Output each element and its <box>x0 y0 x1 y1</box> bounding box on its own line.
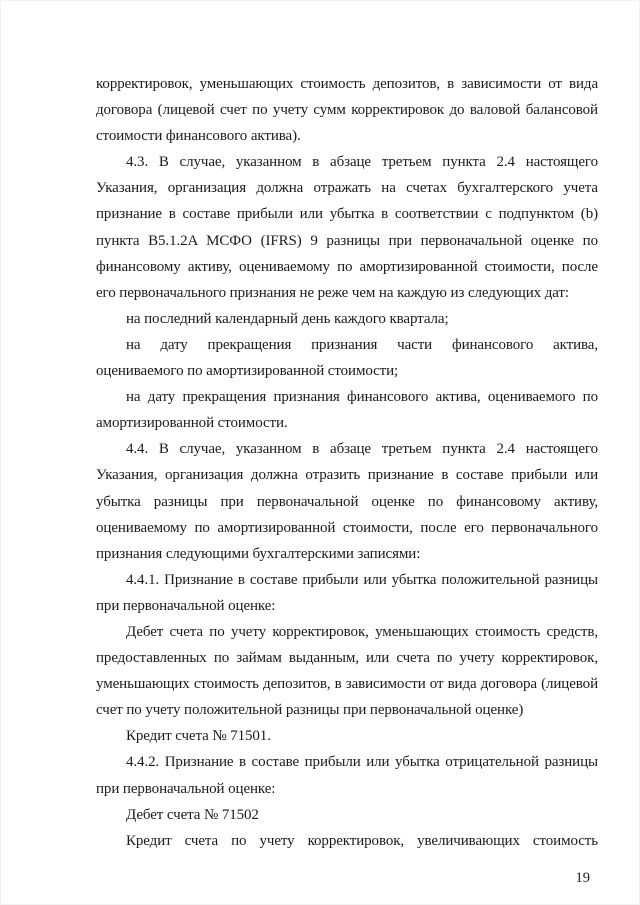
text-line: стоимости финансового актива). <box>96 128 301 145</box>
text-line: Дебет счета по учету корректировок, уменьшающих стоимость средств, <box>126 623 598 640</box>
text-line: признание в составе прибыли или убытка в соответствии с подпунктом (b) <box>96 206 598 223</box>
text-line: Кредит счета № 71501. <box>126 728 271 745</box>
text-line: на дату прекращения признания финансового актива, оцениваемого по <box>126 389 598 406</box>
text-line: убытка разницы при первоначальной оценке по финансовому активу, <box>96 493 598 510</box>
text-line: Указания, организация должна отражать на счетах бухгалтерского учета <box>96 180 598 197</box>
text-line: договора (лицевой счет по учету сумм корректировок до валовой балансовой <box>96 102 598 119</box>
text-line: счет по учету положительной разницы при первоначальной оценке) <box>96 702 524 719</box>
text-line: при первоначальной оценке: <box>96 597 276 614</box>
text-line: амортизированной стоимости. <box>96 415 288 432</box>
text-line: Кредит счета по учету корректировок, увеличивающих стоимость <box>126 832 598 849</box>
text-line: Дебет счета № 71502 <box>126 806 259 823</box>
text-line: финансовому активу, оцениваемому по амортизированной стоимости, после <box>96 258 598 275</box>
text-line: 4.3. В случае, указанном в абзаце третьем пункта 2.4 настоящего <box>126 154 598 171</box>
text-line: пункта B5.1.2A МСФО (IFRS) 9 разницы при первоначальной оценке по <box>96 232 598 249</box>
text-line: при первоначальной оценке: <box>96 780 276 797</box>
text-line: оцениваемому по амортизированной стоимости, после его первоначального <box>96 519 598 536</box>
text-line: корректировок, уменьшающих стоимость депозитов, в зависимости от вида <box>96 76 598 92</box>
text-line: на дату прекращения признания части финансового актива, <box>126 336 598 353</box>
text-line: 4.4.1. Признание в составе прибыли или убытка положительной разницы <box>126 571 598 588</box>
text-line: предоставленных по займам выданным, или счета по учету корректировок, <box>96 650 598 667</box>
text-line: его первоначального признания не реже чем на каждую из следующих дат: <box>96 284 569 301</box>
text-line: признания следующими бухгалтерскими записями: <box>96 545 421 562</box>
document-text-block <box>96 71 598 854</box>
text-line: оцениваемого по амортизированной стоимости; <box>96 363 399 380</box>
text-line: Указания, организация должна отразить признание в составе прибыли или <box>96 467 598 484</box>
page-number: 19 <box>575 870 590 886</box>
text-line: уменьшающих стоимость депозитов, в зависимости от вида договора (лицевой <box>96 676 598 693</box>
text-line: 4.4.2. Признание в составе прибыли или убытка отрицательной разницы <box>126 754 598 771</box>
text-line: на последний календарный день каждого квартала; <box>126 310 449 327</box>
text-line: 4.4. В случае, указанном в абзаце третьем пункта 2.4 настоящего <box>126 441 598 458</box>
